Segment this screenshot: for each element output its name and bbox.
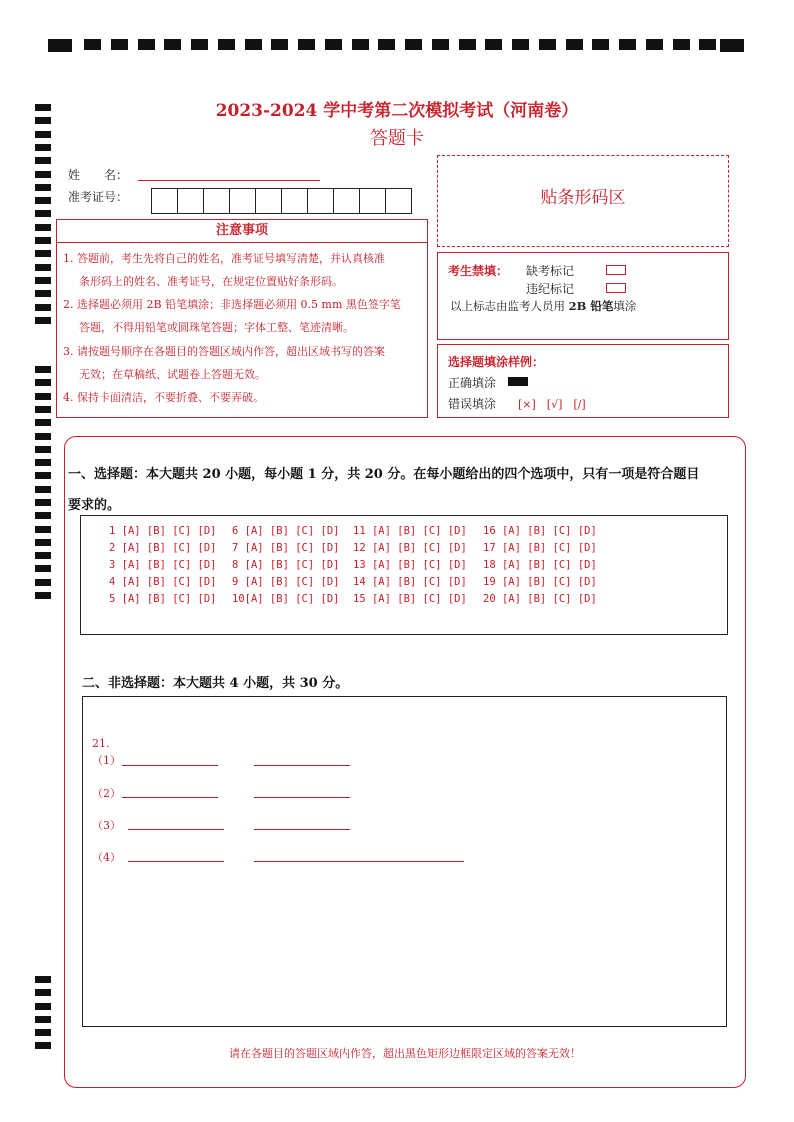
notice-line: 4. 保持卡面清洁，不要折叠、不要弄破。 — [63, 391, 264, 404]
timing-mark — [646, 39, 663, 50]
timing-mark — [35, 406, 51, 413]
timing-mark — [566, 39, 583, 50]
choice-question-row[interactable]: 1 [A] [B] [C] [D] — [109, 525, 217, 537]
timing-mark — [352, 39, 369, 50]
answer-blank[interactable] — [128, 861, 224, 862]
timing-mark — [699, 39, 716, 50]
timing-mark — [35, 512, 51, 519]
answer-blank[interactable] — [122, 797, 218, 798]
timing-mark — [138, 39, 155, 50]
timing-mark — [35, 433, 51, 440]
answer-blank[interactable] — [254, 797, 350, 798]
timing-mark — [35, 277, 51, 284]
timing-mark — [35, 446, 51, 453]
top-timing-marks — [48, 39, 746, 51]
answer-blank[interactable] — [128, 829, 224, 830]
notice-line: 条形码上的姓名、准考证号，在规定位置贴好条形码。 — [79, 275, 343, 288]
id-box[interactable] — [307, 188, 334, 214]
timing-mark — [619, 39, 636, 50]
timing-mark — [35, 1029, 51, 1036]
question-number: 21. — [92, 737, 110, 750]
timing-mark — [35, 526, 51, 533]
choice-question-row[interactable]: 13 [A] [B] [C] [D] — [353, 559, 467, 571]
id-box[interactable] — [151, 188, 178, 214]
timing-mark — [35, 592, 51, 599]
timing-mark — [35, 1042, 51, 1049]
violation-mark-box[interactable] — [606, 283, 626, 293]
notice-line: 3. 请按题号顺序在各题目的答题区域内作答，超出区域书写的答案 — [63, 345, 385, 358]
timing-mark — [325, 39, 342, 50]
timing-mark — [35, 210, 51, 217]
answer-blank[interactable] — [254, 829, 350, 830]
part-label: （3） — [92, 819, 121, 832]
filled-mark-example — [508, 377, 528, 386]
timing-mark — [539, 39, 556, 50]
part-label: （2） — [92, 787, 121, 800]
timing-mark — [271, 39, 288, 50]
timing-mark — [673, 39, 690, 50]
choice-question-row[interactable]: 16 [A] [B] [C] [D] — [483, 525, 597, 537]
id-box[interactable] — [333, 188, 360, 214]
notice-line: 无效；在草稿纸、试题卷上答题无效。 — [79, 368, 266, 381]
id-box[interactable] — [385, 188, 412, 214]
ban-note-text: 以上标志由监考人员用 — [450, 299, 569, 313]
timing-mark — [35, 224, 51, 231]
absent-mark-box[interactable] — [606, 265, 626, 275]
timing-mark — [378, 39, 395, 50]
wrong-label: 错误填涂 — [448, 397, 497, 411]
absent-label: 缺考标记 — [526, 264, 575, 278]
part-label: （4） — [92, 851, 121, 864]
timing-mark — [720, 39, 744, 52]
choice-question-row[interactable]: 5 [A] [B] [C] [D] — [109, 593, 217, 605]
timing-mark — [218, 39, 235, 50]
name-field[interactable] — [138, 180, 320, 181]
section1-title: 一、选择题：本大题共 20 小题，每小题 1 分，共 20 分。在每小题给出的四个选项中，只有一项是符合题目 — [68, 467, 700, 482]
id-box[interactable] — [229, 188, 256, 214]
timing-mark — [35, 539, 51, 546]
timing-mark — [48, 39, 72, 52]
section2-title: 二、非选择题：本大题共 4 小题，共 30 分。 — [82, 676, 349, 691]
timing-mark — [35, 197, 51, 204]
example-title: 选择题填涂样例： — [448, 355, 545, 369]
id-box[interactable] — [359, 188, 386, 214]
choice-question-row[interactable]: 4 [A] [B] [C] [D] — [109, 576, 217, 588]
footer-warning: 请在各题目的答题区域内作答，超出黑色矩形边框限定区域的答案无效！ — [229, 1047, 581, 1060]
barcode-area[interactable]: 贴条形码区 — [437, 155, 729, 247]
id-box[interactable] — [203, 188, 230, 214]
id-label: 准考证号： — [68, 190, 129, 204]
timing-mark — [35, 290, 51, 297]
notice-panel — [56, 219, 428, 418]
answer-blank[interactable] — [254, 861, 464, 862]
ban-note — [450, 298, 636, 314]
timing-mark — [35, 393, 51, 400]
choice-question-row[interactable]: 2 [A] [B] [C] [D] — [109, 542, 217, 554]
timing-mark — [35, 499, 51, 506]
timing-mark — [35, 317, 51, 324]
timing-mark — [35, 237, 51, 244]
timing-mark — [35, 989, 51, 996]
timing-mark — [592, 39, 609, 50]
choice-question-row[interactable]: 11 [A] [B] [C] [D] — [353, 525, 467, 537]
timing-mark — [35, 250, 51, 257]
fill-example-panel — [437, 344, 729, 418]
timing-mark — [35, 366, 51, 373]
wrong-marks-example: [×] [√] [/] — [518, 398, 586, 411]
notice-line: 2. 选择题必须用 2B 铅笔填涂；非选择题必须用 0.5 mm 黑色签字笔 — [63, 298, 401, 311]
timing-mark — [35, 459, 51, 466]
id-number-boxes[interactable] — [152, 188, 412, 214]
page-title: 2023-2024 学中考第二次模拟考试（河南卷） — [215, 101, 579, 121]
timing-mark — [35, 1003, 51, 1010]
choice-question-row[interactable]: 8 [A] [B] [C] [D] — [232, 559, 340, 571]
correct-label: 正确填涂 — [448, 376, 497, 390]
choice-question-row[interactable]: 19 [A] [B] [C] [D] — [483, 576, 597, 588]
choice-question-row[interactable]: 20 [A] [B] [C] [D] — [483, 593, 597, 605]
timing-mark — [35, 579, 51, 586]
timing-mark — [512, 39, 529, 50]
proctor-only-panel — [437, 252, 729, 340]
choice-question-row[interactable]: 10[A] [B] [C] [D] — [232, 593, 340, 605]
timing-mark — [35, 171, 51, 178]
timing-mark — [35, 184, 51, 191]
id-box[interactable] — [255, 188, 282, 214]
timing-mark — [35, 552, 51, 559]
timing-mark — [35, 565, 51, 572]
choice-question-row[interactable]: 9 [A] [B] [C] [D] — [232, 576, 340, 588]
name-label: 姓 名： — [68, 168, 129, 182]
timing-mark — [191, 39, 208, 50]
timing-mark — [84, 39, 101, 50]
choice-question-row[interactable]: 12 [A] [B] [C] [D] — [353, 542, 467, 554]
choice-question-row[interactable]: 3 [A] [B] [C] [D] — [109, 559, 217, 571]
section1-title-cont: 要求的。 — [68, 498, 121, 513]
choice-question-row[interactable]: 15 [A] [B] [C] [D] — [353, 593, 467, 605]
timing-mark — [459, 39, 476, 50]
timing-mark — [245, 39, 262, 50]
page-subtitle: 答题卡 — [370, 128, 424, 149]
ban-note-bold: 2B 铅笔 — [568, 299, 614, 313]
timing-mark — [35, 379, 51, 386]
timing-mark — [35, 419, 51, 426]
timing-mark — [405, 39, 422, 50]
choice-question-row[interactable]: 18 [A] [B] [C] [D] — [483, 559, 597, 571]
timing-mark — [164, 39, 181, 50]
timing-mark — [35, 1016, 51, 1023]
timing-mark — [298, 39, 315, 50]
notice-line: 1. 答题前，考生先将自己的姓名，准考证号填写清楚，并认真核准 — [63, 252, 385, 265]
answer-blank[interactable] — [254, 765, 350, 766]
notice-title: 注意事项 — [57, 220, 427, 243]
choice-question-row[interactable]: 6 [A] [B] [C] [D] — [232, 525, 340, 537]
timing-mark — [485, 39, 502, 50]
timing-mark — [111, 39, 128, 50]
choice-question-row[interactable]: 7 [A] [B] [C] [D] — [232, 542, 340, 554]
answer-blank[interactable] — [122, 765, 218, 766]
timing-mark — [35, 976, 51, 983]
violation-label: 违纪标记 — [526, 282, 575, 296]
timing-mark — [35, 304, 51, 311]
timing-mark — [35, 486, 51, 493]
choice-question-row[interactable]: 14 [A] [B] [C] [D] — [353, 576, 467, 588]
ban-note-tail: 填涂 — [613, 299, 637, 313]
timing-mark — [35, 157, 51, 164]
choice-question-row[interactable]: 17 [A] [B] [C] [D] — [483, 542, 597, 554]
timing-mark — [35, 472, 51, 479]
part-label: （1） — [92, 754, 121, 767]
ban-title: 考生禁填： — [448, 264, 509, 278]
timing-mark — [432, 39, 449, 50]
timing-mark — [35, 264, 51, 271]
id-box[interactable] — [281, 188, 308, 214]
id-box[interactable] — [177, 188, 204, 214]
notice-line: 答题，不得用铅笔或圆珠笔答题；字体工整、笔迹清晰。 — [79, 321, 354, 334]
